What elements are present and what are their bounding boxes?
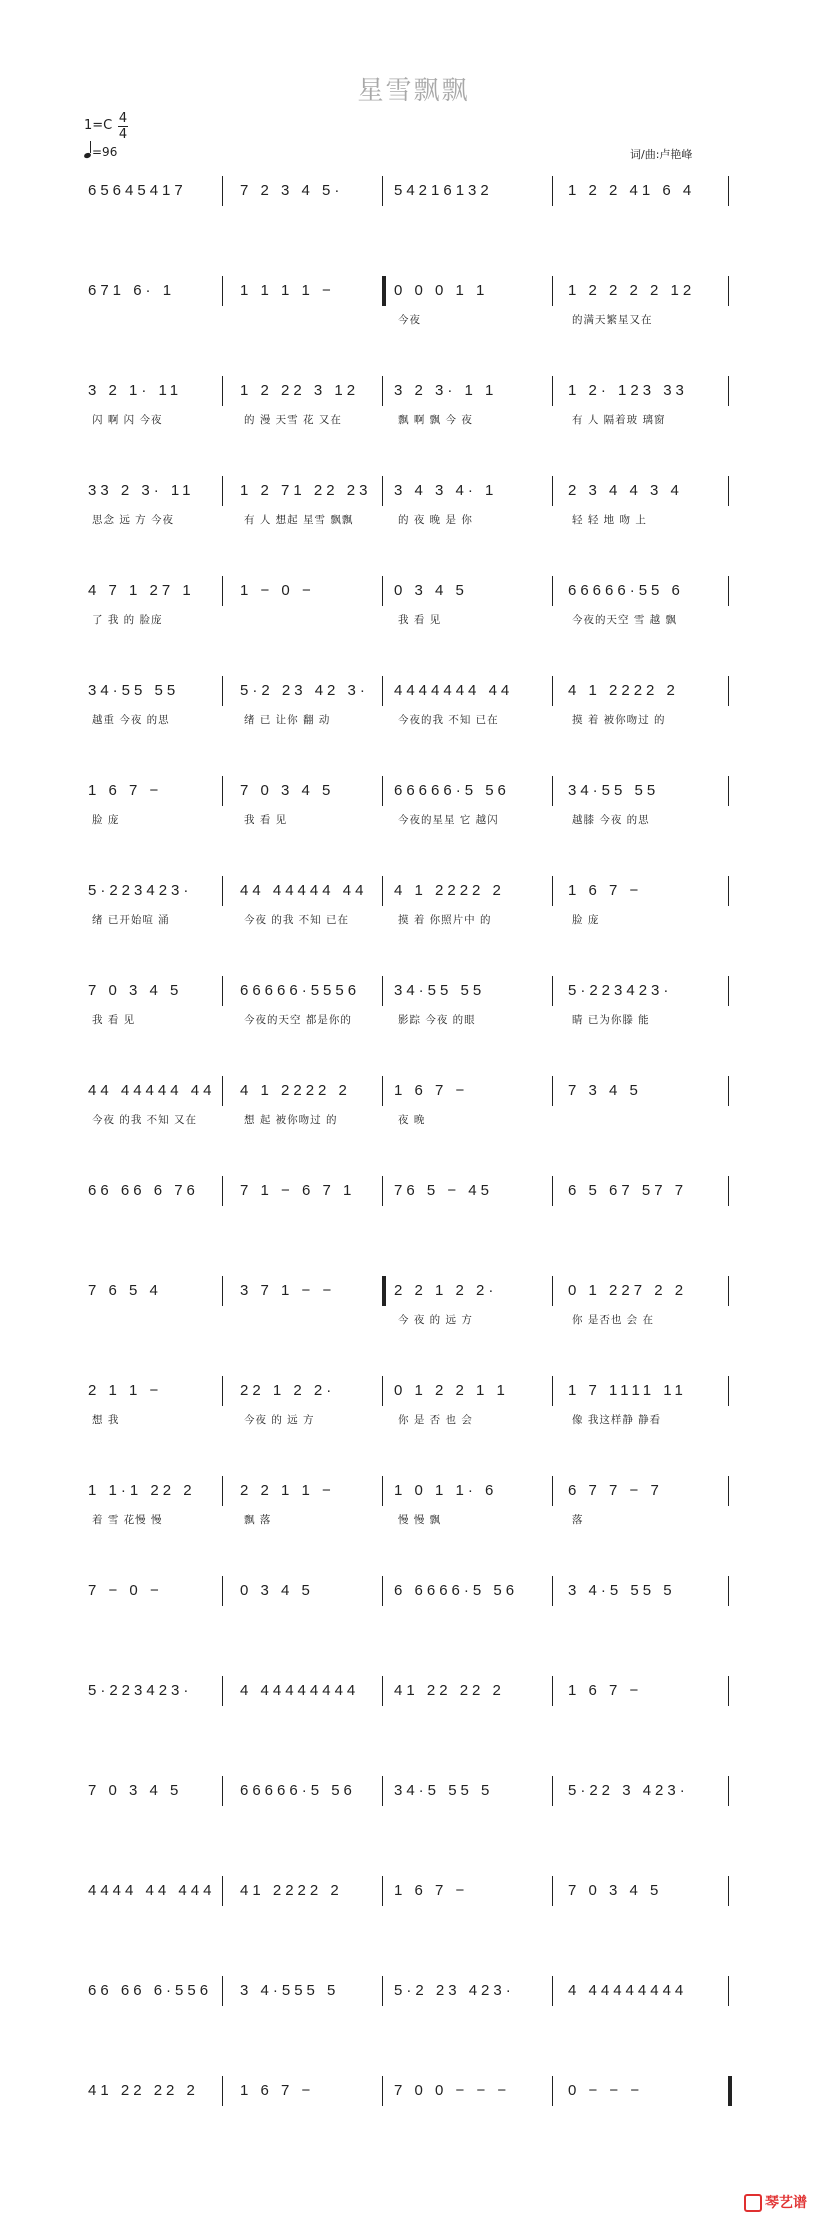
score-system (82, 1576, 732, 1606)
bar-line (552, 1276, 553, 1306)
measure: 4444 44 444 (88, 1882, 216, 1899)
bar-line (552, 1776, 553, 1806)
bar-line (382, 1176, 383, 1206)
measure: 66 66 6 76 (88, 1182, 199, 1199)
bar-line (552, 1176, 553, 1206)
lyric-line: 影踪 今夜 的眼 (398, 1014, 476, 1026)
measure: 34·55 55 (568, 782, 660, 799)
measure: 0 3 4 5 (394, 582, 468, 599)
bar-line (222, 176, 223, 206)
lyric-line: 睛 已为你滕 能 (572, 1014, 650, 1026)
bar-line (728, 1876, 729, 1906)
bar-line (382, 1376, 383, 1406)
tempo-marking (84, 144, 117, 159)
time-signature-top: 4 (118, 111, 128, 126)
bar-line (382, 876, 383, 906)
bar-line (552, 1676, 553, 1706)
bar-line (552, 1576, 553, 1606)
measure: 7 0 3 4 5 (88, 1782, 183, 1799)
lyric-line: 越重 今夜 的思 (92, 714, 170, 726)
measure: 34·55 55 (394, 982, 486, 999)
measure: 1 − 0 − (240, 582, 315, 599)
score-system (82, 1176, 732, 1206)
bar-line (552, 1976, 553, 2006)
score-system (82, 1976, 732, 2006)
measure: 34·55 55 (88, 682, 180, 699)
lyric-line: 闪 啊 闪 今夜 (92, 414, 163, 426)
bar-line (222, 576, 223, 606)
bar-line (382, 176, 383, 206)
score-system (82, 1676, 732, 1706)
lyric-line: 飘 啊 飘 今 夜 (398, 414, 473, 426)
bar-line (222, 1776, 223, 1806)
measure: 7 6 5 4 (88, 1282, 162, 1299)
bar-line (222, 776, 223, 806)
measure: 1 6 7 − (240, 2082, 315, 2099)
bar-line (728, 1176, 729, 1206)
measure: 7 2 3 4 5· (240, 182, 344, 199)
measure: 3 2 1· 11 (88, 382, 183, 399)
bar-line (552, 1476, 553, 1506)
lyric-line: 摸 着 你照片中 的 (398, 914, 492, 926)
lyric-line: 有 人 隔着玻 璃窗 (572, 414, 666, 426)
measure: 5·223423· (568, 982, 673, 999)
bar-line (728, 576, 729, 606)
measure: 2 2 1 1 − (240, 1482, 335, 1499)
bar-line (222, 1876, 223, 1906)
measure: 7 0 3 4 5 (240, 782, 335, 799)
measure: 33 2 3· 11 (88, 482, 195, 499)
bar-line (222, 1676, 223, 1706)
bar-line (728, 176, 729, 206)
bar-line (728, 1576, 729, 1606)
lyric-line: 我 看 见 (398, 614, 442, 626)
measure: 65645417 (88, 182, 187, 199)
lyric-line: 着 雪 花慢 慢 (92, 1514, 163, 1526)
measure: 6 5 67 57 7 (568, 1182, 688, 1199)
bar-line (552, 676, 553, 706)
bar-line (382, 676, 383, 706)
measure: 5·2 23 423· (394, 1982, 515, 1999)
measure: 1 2· 123 33 (568, 382, 688, 399)
measure: 66666·5 56 (394, 782, 510, 799)
measure: 4 7 1 27 1 (88, 582, 195, 599)
lyric-line: 越膝 今夜 的思 (572, 814, 650, 826)
lyric-line: 了 我 的 脸庞 (92, 614, 163, 626)
bar-line (552, 576, 553, 606)
measure: 671 6· 1 (88, 282, 176, 299)
bar-line (382, 476, 383, 506)
bar-line (728, 776, 729, 806)
bar-line (382, 276, 386, 306)
score-system (82, 2076, 732, 2106)
measure: 3 4 3 4· 1 (394, 482, 498, 499)
lyric-line: 你 是 否 也 会 (398, 1414, 473, 1426)
measure: 54216132 (394, 182, 493, 199)
measure: 4444444 44 (394, 682, 514, 699)
measure: 3 7 1 − − (240, 1282, 336, 1299)
bar-line (728, 1676, 729, 1706)
measure: 7 0 3 4 5 (88, 982, 183, 999)
bar-line (728, 1776, 729, 1806)
lyric-line: 的 漫 天雪 花 又在 (244, 414, 342, 426)
lyric-line: 我 看 见 (244, 814, 288, 826)
score-system (82, 976, 732, 1026)
measure: 2 1 1 − (88, 1382, 163, 1399)
lyric-line: 想 我 (92, 1414, 120, 1426)
score-system (82, 876, 732, 926)
lyric-line: 今夜的天空 都是你的 (244, 1014, 352, 1026)
score-system (82, 1476, 732, 1526)
measure: 3 4·555 5 (240, 1982, 340, 1999)
measure: 6 7 7 − 7 (568, 1482, 663, 1499)
lyric-line: 今夜 的 远 方 (244, 1414, 315, 1426)
bar-line (552, 1876, 553, 1906)
measure: 4 1 2222 2 (568, 682, 679, 699)
lyric-line: 今 夜 的 远 方 (398, 1314, 473, 1326)
bar-line (222, 2076, 223, 2106)
bar-line (728, 376, 729, 406)
score-system (82, 776, 732, 826)
bar-line (552, 1376, 553, 1406)
bar-line (382, 1276, 386, 1306)
bar-line (552, 876, 553, 906)
bar-line (222, 876, 223, 906)
bar-line (222, 1376, 223, 1406)
lyric-line: 今夜 的我 不知 已在 (244, 914, 350, 926)
measure: 7 − 0 − (88, 1582, 163, 1599)
bar-line (382, 2076, 383, 2106)
measure: 4 44444444 (568, 1982, 688, 1999)
bar-line (222, 676, 223, 706)
bar-line (552, 376, 553, 406)
bar-line (728, 2076, 732, 2106)
measure: 0 − − − (568, 2082, 644, 2099)
measure: 41 22 22 2 (394, 1682, 505, 1699)
score-system (82, 676, 732, 726)
measure: 1 1·1 22 2 (88, 1482, 196, 1499)
bar-line (222, 1276, 223, 1306)
bar-line (222, 1076, 223, 1106)
measure: 1 1 1 1 − (240, 282, 335, 299)
measure: 1 2 22 3 12 (240, 382, 360, 399)
measure: 1 2 2 41 6 4 (568, 182, 696, 199)
measure: 41 2222 2 (240, 1882, 343, 1899)
measure: 0 1 227 2 2 (568, 1282, 688, 1299)
measure: 0 0 0 1 1 (394, 282, 489, 299)
measure: 44 44444 44 (240, 882, 368, 899)
measure: 5·22 3 423· (568, 1782, 689, 1799)
bar-line (222, 1576, 223, 1606)
bar-line (552, 1076, 553, 1106)
measure: 7 3 4 5 (568, 1082, 642, 1099)
bar-line (222, 976, 223, 1006)
bar-line (728, 1476, 729, 1506)
score-system (82, 476, 732, 526)
score-system (82, 1776, 732, 1806)
measure: 41 22 22 2 (88, 2082, 199, 2099)
bar-line (222, 276, 223, 306)
bar-line (222, 1976, 223, 2006)
lyric-line: 脸 庞 (572, 914, 600, 926)
score-system (82, 1376, 732, 1426)
measure: 66666·5556 (240, 982, 361, 999)
bar-line (728, 876, 729, 906)
bar-line (728, 1276, 729, 1306)
bar-line (382, 1676, 383, 1706)
key-signature: 1=C (84, 118, 113, 133)
lyric-line: 摸 着 被你吻过 的 (572, 714, 666, 726)
bar-line (728, 1076, 729, 1106)
bar-line (222, 476, 223, 506)
lyric-line: 你 是否也 会 在 (572, 1314, 655, 1326)
bar-line (552, 976, 553, 1006)
lyric-line: 绪 已 让你 翻 动 (244, 714, 331, 726)
measure: 66666·5 56 (240, 1782, 356, 1799)
measure: 34·5 55 5 (394, 1782, 494, 1799)
measure: 66666·55 6 (568, 582, 684, 599)
lyric-line: 飘 落 (244, 1514, 272, 1526)
measure: 1 2 71 22 23 (240, 482, 372, 499)
measure: 0 1 2 2 1 1 (394, 1382, 509, 1399)
logo-icon (744, 2194, 762, 2212)
measure: 7 0 0 − − − (394, 2082, 511, 2099)
lyric-line: 今夜的天空 雪 越 飘 (572, 614, 678, 626)
song-title: 星雪飘飘 (357, 76, 470, 106)
lyric-line: 的满天繁星又在 (572, 314, 653, 326)
lyric-line: 的 夜 晚 是 你 (398, 514, 473, 526)
bar-line (382, 1476, 383, 1506)
bar-line (382, 1976, 383, 2006)
measure: 5·2 23 42 3· (240, 682, 369, 699)
score-system (82, 1276, 732, 1326)
lyric-line: 今夜的我 不知 已在 (398, 714, 499, 726)
measure: 4 1 2222 2 (394, 882, 505, 899)
bar-line (728, 1976, 729, 2006)
measure: 76 5 − 45 (394, 1182, 493, 1199)
bar-line (728, 1376, 729, 1406)
lyric-line: 有 人 想起 星雪 飘飘 (244, 514, 354, 526)
lyric-line: 脸 庞 (92, 814, 120, 826)
score-system (82, 176, 732, 206)
score-system (82, 1876, 732, 1906)
score-system (82, 276, 732, 326)
bar-line (382, 1876, 383, 1906)
score-system (82, 376, 732, 426)
measure: 5·223423· (88, 882, 193, 899)
bar-line (382, 376, 383, 406)
bar-line (382, 1776, 383, 1806)
measure: 3 2 3· 1 1 (394, 382, 498, 399)
bar-line (222, 1176, 223, 1206)
lyric-line: 我 看 见 (92, 1014, 136, 1026)
lyric-line: 落 (572, 1514, 584, 1526)
measure: 4 44444444 (240, 1682, 360, 1699)
measure: 7 1 − 6 7 1 (240, 1182, 356, 1199)
measure: 66 66 6·556 (88, 1982, 213, 1999)
measure: 1 6 7 − (394, 1882, 469, 1899)
bar-line (552, 776, 553, 806)
tempo-value: =96 (92, 145, 118, 159)
measure: 2 3 4 4 3 4 (568, 482, 683, 499)
measure: 1 0 1 1· 6 (394, 1482, 498, 1499)
lyric-line: 今夜 的我 不知 又在 (92, 1114, 198, 1126)
bar-line (382, 1576, 383, 1606)
score-system (82, 1076, 732, 1126)
measure: 1 6 7 − (568, 1682, 643, 1699)
bar-line (728, 276, 729, 306)
measure: 22 1 2 2· (240, 1382, 336, 1399)
measure: 1 2 2 2 2 12 (568, 282, 696, 299)
bar-line (552, 2076, 553, 2106)
bar-line (382, 776, 383, 806)
lyric-line: 今夜 (398, 314, 421, 326)
measure: 3 4·5 55 5 (568, 1582, 676, 1599)
lyric-line: 像 我这样静 静看 (572, 1414, 662, 1426)
time-signature-bottom: 4 (118, 127, 128, 142)
lyric-line: 想 起 被你吻过 的 (244, 1114, 338, 1126)
brand-logo (744, 2192, 807, 2212)
measure: 2 2 1 2 2· (394, 1282, 498, 1299)
lyric-line: 绪 已开始喧 涌 (92, 914, 170, 926)
measure: 6 6666·5 56 (394, 1582, 519, 1599)
bar-line (728, 976, 729, 1006)
bar-line (552, 476, 553, 506)
bar-line (222, 376, 223, 406)
measure: 44 44444 44 (88, 1082, 216, 1099)
bar-line (728, 676, 729, 706)
measure: 0 3 4 5 (240, 1582, 314, 1599)
bar-line (728, 476, 729, 506)
time-signature (118, 112, 128, 141)
measure: 1 6 7 − (394, 1082, 469, 1099)
bar-line (222, 1476, 223, 1506)
bar-line (382, 576, 383, 606)
bar-line (552, 176, 553, 206)
bar-line (382, 976, 383, 1006)
measure: 1 6 7 − (88, 782, 163, 799)
bar-line (552, 276, 553, 306)
logo-text: 琴艺谱 (765, 2195, 807, 2211)
score-system (82, 576, 732, 626)
measure: 1 6 7 − (568, 882, 643, 899)
lyric-line: 轻 轻 地 吻 上 (572, 514, 647, 526)
quarter-note-icon (83, 152, 91, 159)
bar-line (382, 1076, 383, 1106)
measure: 1 7 1111 11 (568, 1382, 687, 1399)
credit-line: 词/曲:卢艳峰 (630, 148, 693, 161)
lyric-line: 思念 远 方 今夜 (92, 514, 175, 526)
measure: 7 0 3 4 5 (568, 1882, 663, 1899)
measure: 4 1 2222 2 (240, 1082, 351, 1099)
measure: 5·223423· (88, 1682, 193, 1699)
lyric-line: 今夜的星星 它 越闪 (398, 814, 499, 826)
lyric-line: 夜 晚 (398, 1114, 426, 1126)
lyric-line: 慢 慢 飘 (398, 1514, 442, 1526)
